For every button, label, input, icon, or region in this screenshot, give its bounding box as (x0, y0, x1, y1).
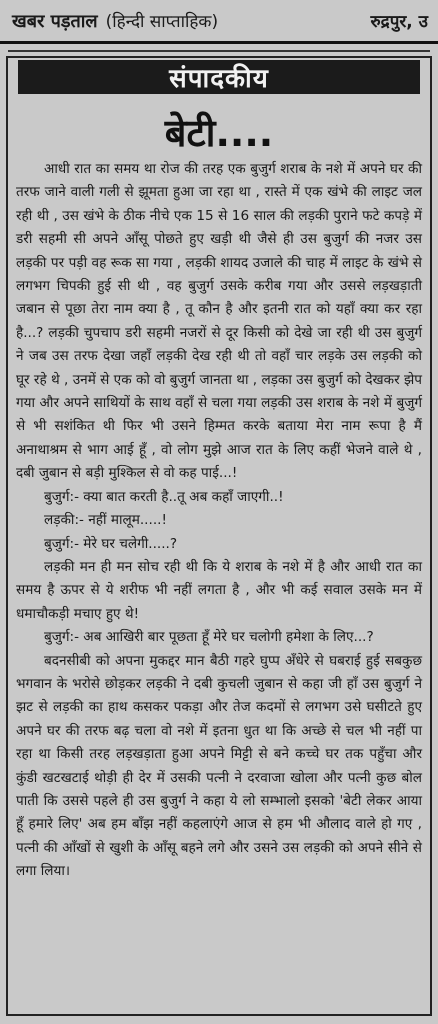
dialogue-line: बुजुर्ग:- अब आखिरी बार पूछता हूँ मेरे घर चलोगी हमेशा के लिए...? (44, 629, 374, 646)
dialogue-line: बुजुर्ग:- मेरे घर चलेगी.....? (44, 535, 178, 552)
article-body (16, 158, 422, 884)
editorial-box (6, 56, 432, 1016)
dialogue-line: लड़की:- नहीं मालूम.....! (44, 512, 167, 529)
newspaper-place: रुद्रपुर, उ (370, 12, 428, 32)
divider (8, 50, 430, 52)
newspaper-name: खबर पड़ताल (12, 10, 98, 32)
paragraph: बदनसीबी को अपना मुकद्दर मान बैठी गहरे घुप्प अँधेरे से घबराई हुई सबकुछ भगवान के भरोसे छोड़कर लड़की ने दबी कुचली जुबान से कहा जी हाँ उस बुजुर्ग ने झट से लड़की का हाथ कसकर पकड़ा और तेज कदमों से लगभग उसे घसीटते हुए अपने घर की तरफ बढ़ चला वो नशे में इतना धुत था कि अच्छे से चल भी नहीं पा रहा था किसी तरह लड़खड़ाता हुआ अपने मिट्टी से बने कच्चे घर तक पहुँचा और कुंडी खटखटाई थोड़ी ही देर में उसकी पत्नी ने दरवाजा खोला और पत्नी कुछ बोल पाती कि उससे पहले ही उस बुजुर्ग ने कहा ये लो सम्भालो इसको 'बेटी लेकर आया हूँ हमारे लिए' अब हम बाँझ नहीं कहलाएंगे आज से हम भी औलाद वाले हो गए , पत्नी की आँखों से खुशी के आँसू बहने लगे और उसने उस लड़की को अपने सीने से लगा लिया। (16, 652, 422, 880)
paragraph: लड़की मन ही मन सोच रही थी कि ये शराब के नशे में है और आधी रात का समय है ऊपर से ये शरीफ भी नहीं लगता है , और भी कई सवाल उसके मन में धमाचौकड़ी मचाए हुए थे! (16, 558, 422, 622)
section-banner: संपादकीय (18, 60, 420, 94)
article-title: बेटी.... (164, 111, 274, 155)
paragraph: आधी रात का समय था रोज की तरह एक बुजुर्ग शराब के नशे में अपने घर की तरफ जाने वाली गली से झूमता हुआ जा रहा था , रास्ते में एक खंभे की लाइट जल रही थी , उस खंभे के ठीक नीचे एक 15 से 16 साल की लड़की पुराने फटे कपड़े में डरी सहमी सी अपने आँसू पोछते हुए खड़ी थी जैसे ही उस बुजुर्ग की नजर उस लड़की पर पड़ी वह रूक सा गया , लड़की शायद उजाले की चाह में लाइट के खंभे से लगभग चिपकी हुई सी थी , वह बुजुर्ग उसके करीब गया और उससे लड़खड़ाती जबान से पूछा तेरा नाम क्या है , तू कौन है और इतनी रात को यहाँ क्या कर रहा है...? लड़की चुपचाप डरी सहमी नजरों से दूर किसी को देखे जा रही थी उस बुजुर्ग ने जब उस तरफ देखा जहाँ लड़की देख रही थी तो वहाँ चार लड़के उस लड़की को घूर रहे थे , उनमें से एक को वो बुजुर्ग जानता था , लड़का उस बुजुर्ग को देखकर झेप गया और अपने साथियों के साथ वहाँ से चला गया लड़की उस शराब के नशे में बुजुर्ग से भी सशंकित थी फिर भी उसने हिम्मत करके बताया मेरा नाम रूपा है मैं अनाथाश्रम से भाग आई हूँ , वो लोग मुझे आज रात के लिए कहीं भेजने वाले थे , दबी जुबान से बड़ी मुश्किल से वो कह पाई...! (16, 161, 422, 482)
masthead (0, 0, 438, 44)
newspaper-type: (हिन्दी साप्ताहिक) (105, 11, 219, 32)
dialogue-line: बुजुर्ग:- क्या बात करती है..तू अब कहाँ जाएगी..! (44, 488, 284, 505)
